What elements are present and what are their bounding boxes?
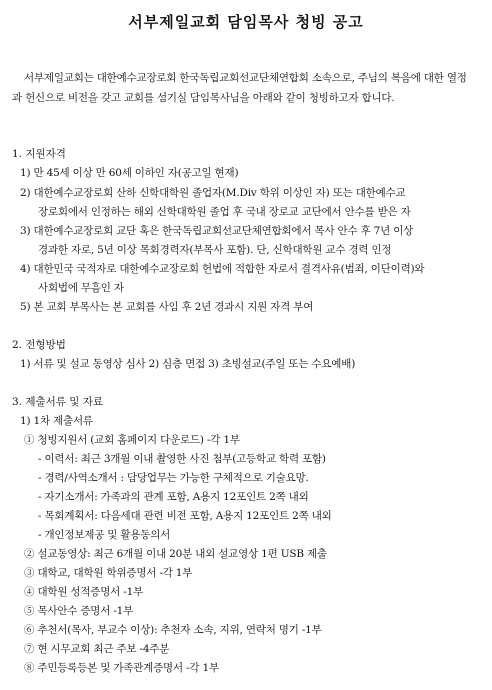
document-item: ③ 대학교, 대학원 학위증명서 -각 1부 [24, 567, 193, 579]
documents-sub-heading: 1) 1차 제출서류 [20, 415, 93, 427]
section-selection-heading: 2. 전형방법 [12, 339, 66, 351]
section-qualification-heading: 1. 지원자격 [12, 148, 66, 160]
qualification-item: 3) 대한예수교장로회 교단 혹은 한국독립교회선교단체연합회에서 목사 안수 후 7년 이상 [20, 225, 414, 237]
document-item: ⑤ 목사안수 증명서 -1부 [24, 605, 134, 617]
document-item: ② 설교동영상: 최근 6개월 이내 20분 내외 설교영상 1편 USB 제출 [24, 548, 327, 560]
qualification-item-cont: 경과한 자로, 5년 이상 목회경력자(부목사 포함). 단, 신학대학원 교수 경력 인정 [38, 244, 392, 256]
document-item: ① 청빙지원서 (교회 홈페이지 다운로드) -각 1부 [24, 434, 240, 446]
document-sub-item: - 자기소개서: 가족과의 관계 포함, A용지 12포인트 2쪽 내외 [38, 491, 309, 503]
document-sub-item: - 경력/사역소개서 : 담당업무는 가능한 구체적으로 기술요망. [38, 472, 309, 484]
qualification-item: 1) 만 45세 이상 만 60세 이하인 자(공고일 현재) [20, 167, 239, 179]
intro-paragraph: 서부제일교회는 대한예수교장로회 한국독립교회선교단체연합회 소속으로, 주님의 복음에 대한 열정과 헌신으로 비전을 갖고 교회를 섬기실 담임목사님을 아래와 같이 청빙하고자 합니다. [12, 72, 467, 104]
document-item: ⑦ 현 시무교회 최근 주보 -4주분 [24, 643, 170, 655]
page-title: 서부제일교회 담임목사 청빙 공고 [128, 13, 364, 31]
document-item: ⑥ 추천서(목사, 부교수 이상): 추천자 소속, 지위, 연락처 명기 -1부 [24, 624, 322, 636]
document-sub-item: - 개인정보제공 및 활용동의서 [38, 529, 171, 541]
section-documents-heading: 3. 제출서류 및 자료 [12, 396, 104, 408]
document-sub-item: - 이력서: 최근 3개월 이내 촬영한 사진 첨부(고등학교 학력 포함) [38, 453, 326, 465]
qualification-item: 2) 대한예수교장로회 산하 신학대학원 졸업자(M.Div 학위 이상인 자) 또는 대한예수교 [20, 187, 406, 199]
qualification-item: 4) 대한민국 국적자로 대한예수교장로회 헌법에 적합한 자로서 결격사유(범죄, 이단이력)와 [20, 263, 425, 275]
qualification-item-cont: 장로회에서 인정하는 해외 신학대학원 졸업 후 국내 장로교 교단에서 안수를 받은 자 [38, 206, 411, 218]
document-sub-item: - 목회계획서: 다음세대 관련 비전 포함, A용지 12포인트 2쪽 내외 [38, 510, 332, 522]
document-item: ④ 대학원 성적증명서 -1부 [24, 586, 144, 598]
qualification-item: 5) 본 교회 부목사는 본 교회를 사임 후 2년 경과시 지원 자격 부여 [20, 301, 314, 313]
qualification-item-cont: 사회법에 무흠인 자 [38, 282, 124, 294]
document-item: ⑧ 주민등록등본 및 가족관계증명서 -각 1부 [24, 662, 219, 674]
selection-item: 1) 서류 및 설교 동영상 심사 2) 심층 면접 3) 초빙설교(주일 또는 수요예배) [20, 358, 356, 370]
